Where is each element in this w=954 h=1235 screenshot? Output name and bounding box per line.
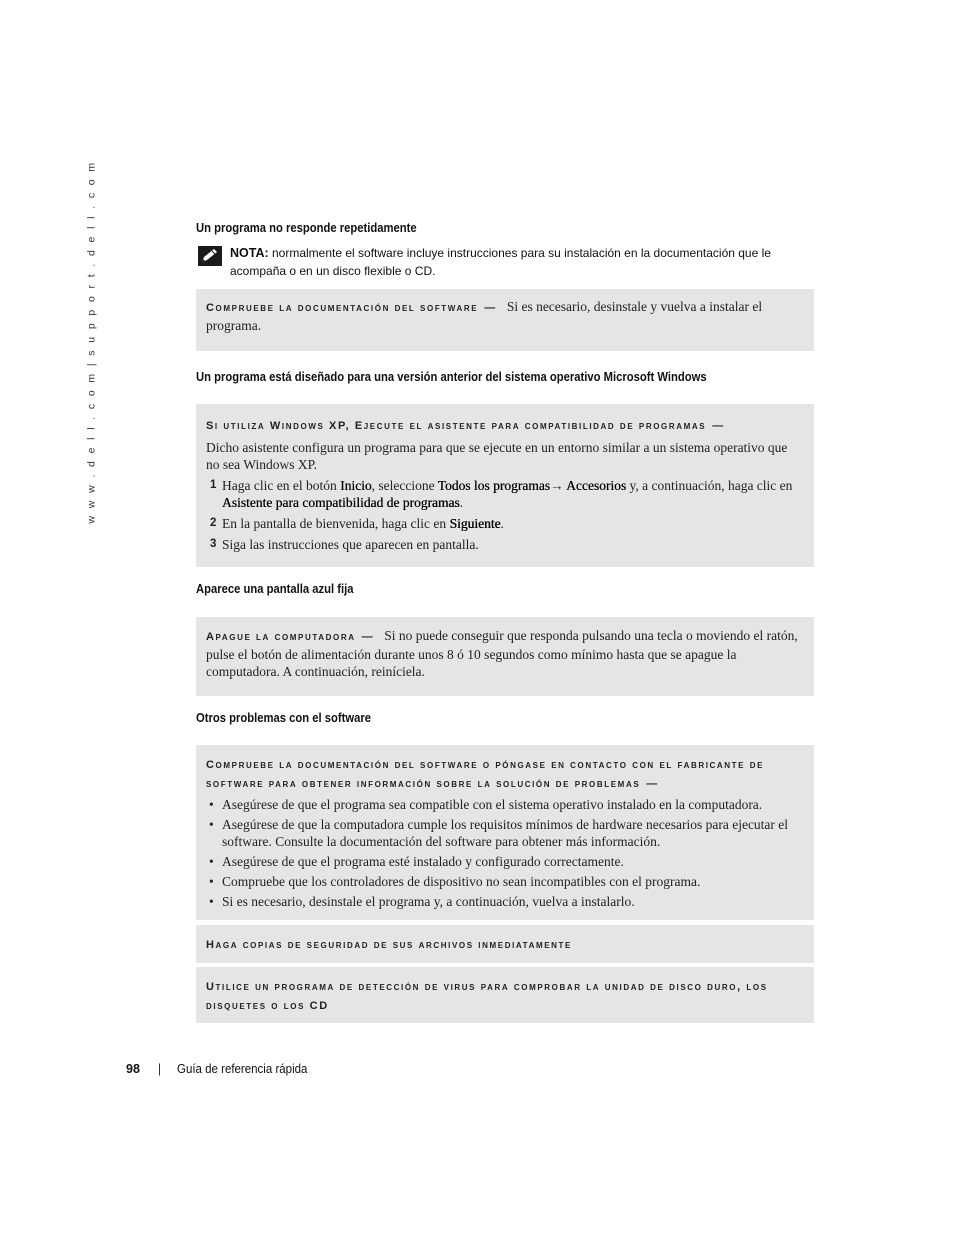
solution-title: Compruebe la documentación del software	[206, 302, 479, 314]
solution-box	[196, 617, 814, 696]
solution-title: Compruebe la documentación del software o póngase en contacto con el fabricante de	[206, 759, 765, 771]
step-number: 1	[210, 479, 217, 491]
sidebar-url	[84, 160, 98, 524]
section-heading: Aparece una pantalla azul fija	[196, 582, 354, 596]
footer-separator: |	[157, 1062, 162, 1076]
all-programs-label: Todos los programas	[437, 478, 550, 493]
arrow-icon: →	[550, 478, 564, 493]
footer-title: Guía de referencia rápida	[177, 1062, 308, 1076]
solution-dash: —	[361, 631, 375, 643]
solution-box	[196, 289, 814, 351]
step-text: Siga las instrucciones que aparecen en pantalla.	[222, 537, 479, 552]
note-label: NOTA:	[230, 246, 269, 260]
solution-title: Si utiliza Windows XP, Ejecute el asistente para compatibilidad de programas	[206, 420, 707, 432]
page-number: 98	[126, 1062, 140, 1076]
step-number: 2	[210, 517, 217, 529]
bullet-item: • Si es necesario, desinstale el programa y, a continuación, vuelva a instalarlo.	[206, 893, 804, 910]
solution-box	[196, 745, 814, 920]
solution-title-cont: disquetes o los CD	[206, 1000, 329, 1012]
step-text: , seleccione	[371, 478, 438, 493]
step-text: .	[459, 495, 464, 510]
next-button-label: Siguiente	[449, 516, 501, 531]
note-text: normalmente el software incluye instrucciones para su instalación en la documentación que le acompaña o en un disco flexible o CD.	[230, 246, 771, 278]
section-heading: Un programa no responde repetidamente	[196, 221, 417, 235]
section-heading: Un programa está diseñado para una versión anterior del sistema operativo Microsoft Windows	[196, 370, 707, 384]
solution-intro: Dicho asistente configura un programa para que se ejecute en un entorno similar a un sistema operativo que no sea Windows XP.	[206, 440, 788, 472]
solution-title-cont: software para obtener información sobre la solución de problemas	[206, 778, 641, 790]
bullet-item: • Compruebe que los controladores de dispositivo no sean incompatibles con el programa.	[206, 873, 804, 890]
sidebar-url-text: w w w . d e l l . c o m | s u p p o r t . d e l l . c o m	[85, 160, 98, 524]
step-item	[206, 515, 804, 532]
step-text: Haga clic en el botón	[222, 478, 341, 493]
step-item	[206, 536, 804, 553]
solution-dash: —	[484, 302, 497, 314]
bullet-item: • Asegúrese de que el programa esté instalado y configurado correctamente.	[206, 853, 804, 870]
solution-dash: —	[712, 420, 725, 432]
note-text-block	[230, 244, 811, 280]
note	[196, 244, 811, 280]
solution-text: Si es necesario, desinstale y vuelva a instalar el programa.	[206, 299, 763, 333]
solution-title: Utilice un programa de detección de virus para comprobar la unidad de disco duro, los	[206, 981, 768, 993]
step-text: .	[500, 516, 504, 531]
bullet-item: • Asegúrese de que el programa sea compatible con el sistema operativo instalado en la computadora.	[206, 796, 804, 813]
section-heading: Otros problemas con el software	[196, 711, 372, 725]
accessories-label: Accesorios	[563, 478, 627, 493]
note-pencil-icon	[198, 246, 222, 266]
solution-box	[196, 967, 814, 1023]
step-text: En la pantalla de bienvenida, haga clic en	[222, 516, 450, 531]
solution-box	[196, 925, 814, 963]
step-item	[206, 477, 804, 511]
solution-title: Apague la computadora	[206, 631, 356, 643]
solution-dash: —	[646, 778, 659, 790]
solution-text: Si no puede conseguir que responda pulsando una tecla o moviendo el ratón, pulse el botón de alimentación durante unos 8 ó 10 segundos como mínimo hasta que se apague la computadora. A continuación, reiníciela.	[206, 628, 798, 679]
compat-wizard-label: Asistente para compatibilidad de programas	[222, 495, 460, 510]
start-button-label: Inicio	[340, 478, 372, 493]
page-footer	[126, 1062, 319, 1076]
bullet-item: • Asegúrese de que la computadora cumple los requisitos mínimos de hardware necesarios para ejecutar el software. Consulte la documentación del software para obtener más información.	[206, 816, 804, 850]
step-text: y, a continuación, haga clic en	[626, 478, 793, 493]
solution-title: Haga copias de seguridad de sus archivos inmediatamente	[206, 939, 572, 951]
solution-box	[196, 404, 814, 567]
step-number: 3	[210, 538, 217, 550]
